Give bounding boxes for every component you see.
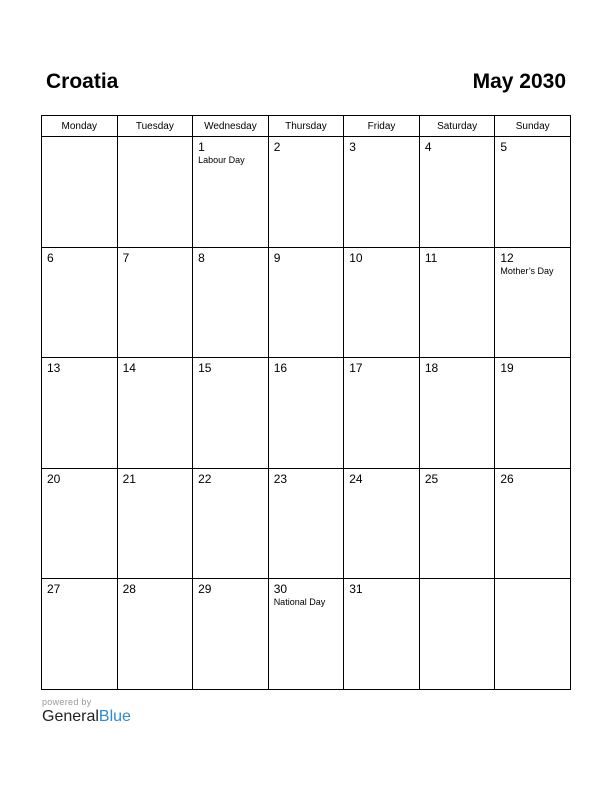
holiday-label bbox=[42, 596, 117, 597]
day-cell bbox=[419, 358, 495, 469]
day-cell bbox=[117, 247, 193, 358]
day-number: 11 bbox=[424, 250, 438, 265]
holiday-label bbox=[344, 265, 419, 266]
holiday-label bbox=[269, 265, 344, 266]
day-number: 30 bbox=[273, 582, 288, 596]
day-number: 27 bbox=[47, 582, 61, 596]
powered-by-text: powered by bbox=[42, 697, 92, 707]
day-number: 7 bbox=[122, 250, 130, 265]
holiday-label bbox=[495, 375, 570, 376]
day-cell bbox=[193, 468, 269, 579]
country-title: Croatia bbox=[46, 70, 119, 93]
holiday-label bbox=[118, 375, 193, 376]
day-number: 14 bbox=[122, 361, 136, 375]
day-number: 29 bbox=[198, 582, 212, 596]
day-number: 6 bbox=[47, 250, 54, 265]
holiday-label: Labour Day bbox=[198, 155, 245, 165]
holiday-label bbox=[344, 486, 419, 487]
day-number: 21 bbox=[122, 471, 136, 486]
week-row bbox=[42, 468, 571, 579]
day-number: 9 bbox=[273, 250, 281, 265]
holiday-label bbox=[269, 154, 344, 155]
day-cell bbox=[42, 579, 118, 690]
day-cell bbox=[117, 137, 193, 248]
day-number: 16 bbox=[273, 361, 288, 375]
footer bbox=[42, 697, 131, 727]
holiday-label bbox=[118, 140, 193, 141]
holiday-label bbox=[118, 486, 193, 487]
day-number: 31 bbox=[349, 582, 363, 596]
day-cell bbox=[193, 137, 269, 248]
day-number: 18 bbox=[424, 361, 439, 375]
day-cell bbox=[344, 247, 420, 358]
day-number: 1 bbox=[198, 140, 205, 154]
holiday-label bbox=[42, 140, 117, 141]
holiday-label bbox=[495, 154, 570, 155]
holiday-label bbox=[495, 582, 570, 583]
holiday-label: Mother’s Day bbox=[500, 265, 554, 276]
day-cell bbox=[495, 579, 571, 690]
day-cell bbox=[117, 579, 193, 690]
day-cell bbox=[117, 358, 193, 469]
holiday-label bbox=[269, 486, 344, 487]
holiday-label bbox=[42, 375, 117, 376]
week-row bbox=[42, 247, 571, 358]
day-number: 15 bbox=[198, 361, 212, 375]
holiday-label bbox=[193, 375, 268, 376]
day-number: 25 bbox=[424, 471, 439, 486]
day-cell bbox=[495, 247, 571, 358]
day-number: 10 bbox=[349, 250, 363, 265]
holiday-label bbox=[344, 154, 419, 155]
day-number: 22 bbox=[198, 471, 212, 486]
holiday-label bbox=[420, 154, 495, 155]
holiday-label bbox=[420, 375, 495, 376]
holiday-label bbox=[269, 375, 344, 376]
calendar-header bbox=[46, 70, 566, 98]
day-cell bbox=[419, 247, 495, 358]
day-cell bbox=[193, 247, 269, 358]
day-number: 24 bbox=[349, 471, 363, 486]
day-cell bbox=[495, 137, 571, 248]
day-cell bbox=[495, 468, 571, 579]
day-cell bbox=[419, 137, 495, 248]
day-cell bbox=[268, 358, 344, 469]
day-cell bbox=[268, 468, 344, 579]
holiday-label bbox=[193, 596, 268, 597]
holiday-label bbox=[344, 375, 419, 376]
day-cell bbox=[419, 579, 495, 690]
day-cell bbox=[42, 247, 118, 358]
holiday-label bbox=[193, 486, 268, 487]
day-cell bbox=[42, 137, 118, 248]
brand-blue: Blue bbox=[98, 708, 131, 725]
day-number: 19 bbox=[500, 361, 514, 375]
day-number: 4 bbox=[424, 140, 432, 154]
day-number: 5 bbox=[500, 140, 508, 154]
day-cell bbox=[419, 468, 495, 579]
day-cell bbox=[268, 579, 344, 690]
weekday-tuesday: Tuesday bbox=[117, 116, 193, 137]
week-row bbox=[42, 358, 571, 469]
holiday-label bbox=[193, 265, 268, 266]
day-cell bbox=[42, 358, 118, 469]
day-number: 20 bbox=[47, 471, 61, 486]
day-cell bbox=[42, 468, 118, 579]
day-cell bbox=[117, 468, 193, 579]
holiday-label bbox=[42, 265, 117, 266]
day-cell bbox=[268, 137, 344, 248]
week-row bbox=[42, 579, 571, 690]
day-cell bbox=[268, 247, 344, 358]
weekday-wednesday: Wednesday bbox=[193, 116, 269, 137]
weekday-thursday: Thursday bbox=[268, 116, 344, 137]
day-number: 13 bbox=[47, 361, 61, 375]
holiday-label bbox=[495, 486, 570, 487]
holiday-label bbox=[42, 486, 117, 487]
day-cell bbox=[344, 358, 420, 469]
day-cell bbox=[344, 579, 420, 690]
day-number: 26 bbox=[500, 471, 514, 486]
day-number: 3 bbox=[349, 140, 356, 154]
holiday-label bbox=[118, 596, 193, 597]
day-cell bbox=[193, 579, 269, 690]
day-number: 23 bbox=[273, 471, 288, 486]
day-number: 2 bbox=[273, 140, 281, 154]
day-cell bbox=[495, 358, 571, 469]
holiday-label bbox=[118, 265, 193, 266]
day-cell bbox=[344, 137, 420, 248]
holiday-label bbox=[344, 596, 419, 597]
brand-general: General bbox=[42, 708, 99, 725]
day-cell bbox=[193, 358, 269, 469]
week-row bbox=[42, 137, 571, 248]
holiday-label bbox=[420, 486, 495, 487]
holiday-label: National Day bbox=[273, 597, 326, 607]
day-number: 12 bbox=[500, 250, 514, 265]
month-year-title: May 2030 bbox=[472, 70, 566, 93]
day-number: 28 bbox=[122, 582, 136, 596]
holiday-label bbox=[420, 582, 495, 583]
day-number: 17 bbox=[349, 361, 363, 375]
weekday-monday: Monday bbox=[42, 116, 118, 137]
calendar-grid bbox=[41, 115, 571, 690]
weekday-header-row bbox=[42, 116, 571, 137]
weekday-friday: Friday bbox=[344, 116, 420, 137]
generalblue-logo[interactable] bbox=[42, 707, 131, 727]
weekday-saturday: Saturday bbox=[419, 116, 495, 137]
holiday-label bbox=[420, 265, 495, 266]
day-number: 8 bbox=[198, 250, 205, 265]
weekday-sunday: Sunday bbox=[495, 116, 571, 137]
day-cell bbox=[344, 468, 420, 579]
